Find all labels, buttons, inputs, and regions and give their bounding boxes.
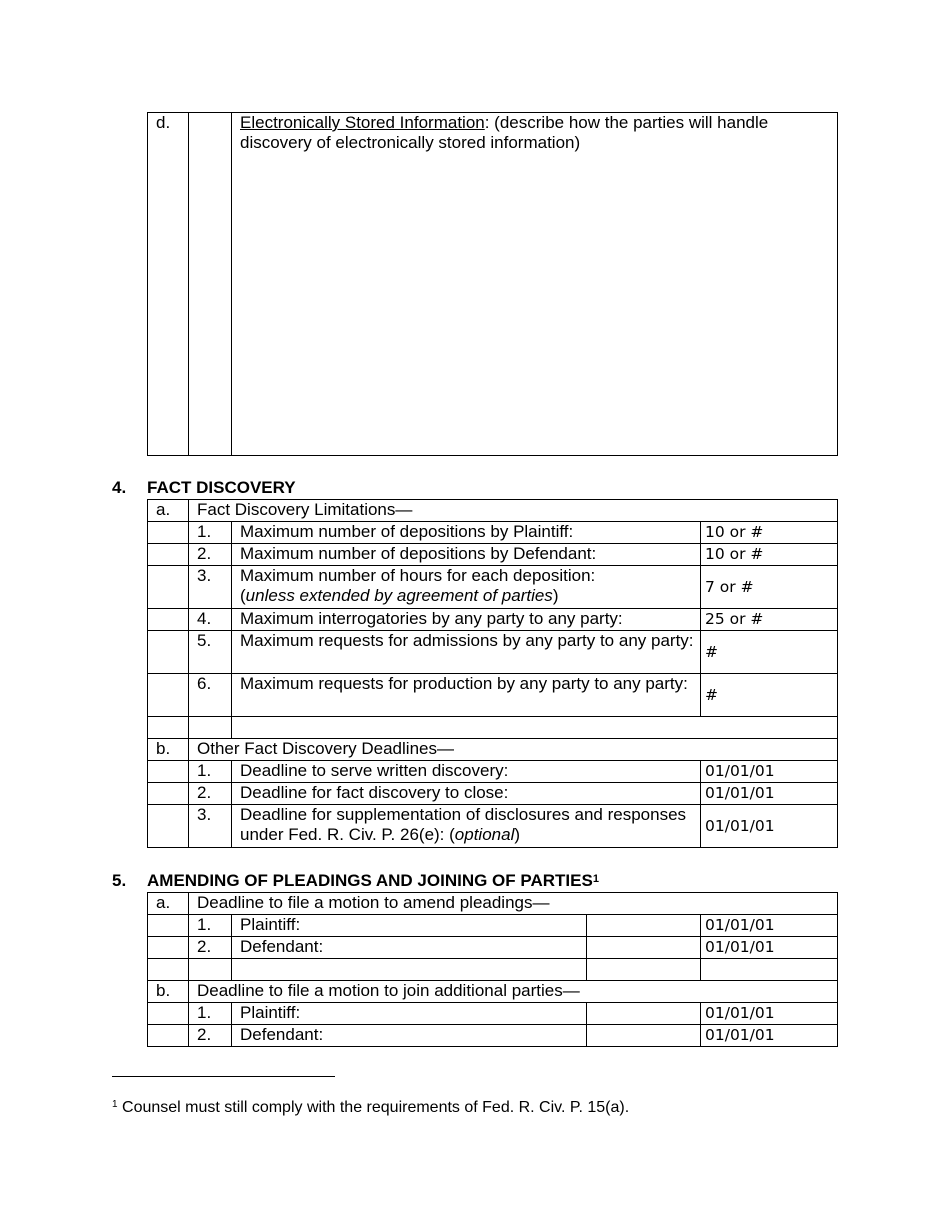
item-value: 01/01/01 xyxy=(701,937,838,959)
limitations-header-row xyxy=(148,500,838,522)
item-value: # xyxy=(701,674,838,717)
esi-description xyxy=(232,113,838,456)
item-label: Plaintiff: xyxy=(232,915,587,937)
item-number: 1. xyxy=(189,522,232,544)
item-number: 2. xyxy=(189,783,232,805)
item-label: Maximum requests for admissions by any party to any party: xyxy=(232,631,701,674)
item-label-note: optional xyxy=(454,825,515,844)
item-value: 01/01/01 xyxy=(701,1003,838,1025)
item-value: # xyxy=(701,631,838,674)
item-label: Maximum interrogatories by any party to any party: xyxy=(232,609,701,631)
table-row xyxy=(148,761,838,783)
table-row xyxy=(148,915,838,937)
amend-title: Deadline to file a motion to amend pleadings— xyxy=(189,893,838,915)
footnote-mark: 1 xyxy=(112,1099,118,1110)
table-row xyxy=(148,1003,838,1025)
amending-table xyxy=(147,892,838,1047)
esi-text: : (describe how the parties will handle discovery of electronically stored information) xyxy=(240,113,769,152)
item-number: 1. xyxy=(189,915,232,937)
spacer-row xyxy=(148,717,838,739)
esi-empty-cell xyxy=(189,113,232,456)
item-number: 3. xyxy=(189,566,232,609)
item-label: Maximum requests for production by any party to any party: xyxy=(232,674,701,717)
item-value: 01/01/01 xyxy=(701,915,838,937)
item-label: Defendant: xyxy=(232,937,587,959)
fact-discovery-heading xyxy=(112,478,296,498)
join-title: Deadline to file a motion to join additional parties— xyxy=(189,981,838,1003)
section-number: 5. xyxy=(112,871,127,890)
deadlines-letter: b. xyxy=(148,739,189,761)
item-label: Deadline to serve written discovery: xyxy=(232,761,701,783)
section-title: FACT DISCOVERY xyxy=(147,478,296,497)
item-label: Maximum number of depositions by Defendant: xyxy=(232,544,701,566)
item-label: Deadline for supplementation of disclosures and responses under Fed. R. Civ. P. 26(e): (optional) xyxy=(232,805,701,848)
item-number: 1. xyxy=(189,761,232,783)
esi-letter: d. xyxy=(148,113,189,456)
item-label: Deadline for fact discovery to close: xyxy=(232,783,701,805)
item-number: 2. xyxy=(189,1025,232,1047)
esi-row xyxy=(148,113,838,456)
table-row xyxy=(148,805,838,848)
limitations-title: Fact Discovery Limitations— xyxy=(189,500,838,522)
amending-heading xyxy=(112,871,599,891)
table-row xyxy=(148,544,838,566)
table-row xyxy=(148,783,838,805)
deadlines-title: Other Fact Discovery Deadlines— xyxy=(189,739,838,761)
item-number: 4. xyxy=(189,609,232,631)
amend-header-row xyxy=(148,893,838,915)
table-row xyxy=(148,566,838,609)
item-number: 1. xyxy=(189,1003,232,1025)
table-row xyxy=(148,609,838,631)
esi-table xyxy=(147,112,838,456)
footnote-separator xyxy=(112,1076,335,1077)
item-value: 01/01/01 xyxy=(701,805,838,848)
item-value: 10 or # xyxy=(701,544,838,566)
item-number: 6. xyxy=(189,674,232,717)
item-value: 01/01/01 xyxy=(701,783,838,805)
join-header-row xyxy=(148,981,838,1003)
limitations-letter: a. xyxy=(148,500,189,522)
item-number: 2. xyxy=(189,937,232,959)
deadlines-header-row xyxy=(148,739,838,761)
table-row xyxy=(148,1025,838,1047)
footnote-ref[interactable]: 1 xyxy=(592,873,599,885)
table-row xyxy=(148,522,838,544)
section-number: 4. xyxy=(112,478,127,497)
footnote xyxy=(112,1098,629,1118)
item-value: 01/01/01 xyxy=(701,1025,838,1047)
item-number: 3. xyxy=(189,805,232,848)
item-number: 2. xyxy=(189,544,232,566)
amend-letter: a. xyxy=(148,893,189,915)
esi-title: Electronically Stored Information xyxy=(240,113,485,132)
item-value: 7 or # xyxy=(701,566,838,609)
item-value: 01/01/01 xyxy=(701,761,838,783)
spacer-row xyxy=(148,959,838,981)
item-label-note: unless extended by agreement of parties xyxy=(245,586,553,605)
footnote-text: Counsel must still comply with the requirements of Fed. R. Civ. P. 15(a). xyxy=(117,1099,630,1116)
table-row xyxy=(148,631,838,674)
item-label: Defendant: xyxy=(232,1025,587,1047)
item-label: Maximum number of hours for each deposition: (unless extended by agreement of parties) xyxy=(232,566,701,609)
item-value: 25 or # xyxy=(701,609,838,631)
item-label: Maximum number of depositions by Plaintiff: xyxy=(232,522,701,544)
fact-discovery-table xyxy=(147,499,838,848)
item-number: 5. xyxy=(189,631,232,674)
item-label: Plaintiff: xyxy=(232,1003,587,1025)
section-title: AMENDING OF PLEADINGS AND JOINING OF PARTIES xyxy=(147,871,593,890)
join-letter: b. xyxy=(148,981,189,1003)
item-value: 10 or # xyxy=(701,522,838,544)
table-row xyxy=(148,674,838,717)
table-row xyxy=(148,937,838,959)
